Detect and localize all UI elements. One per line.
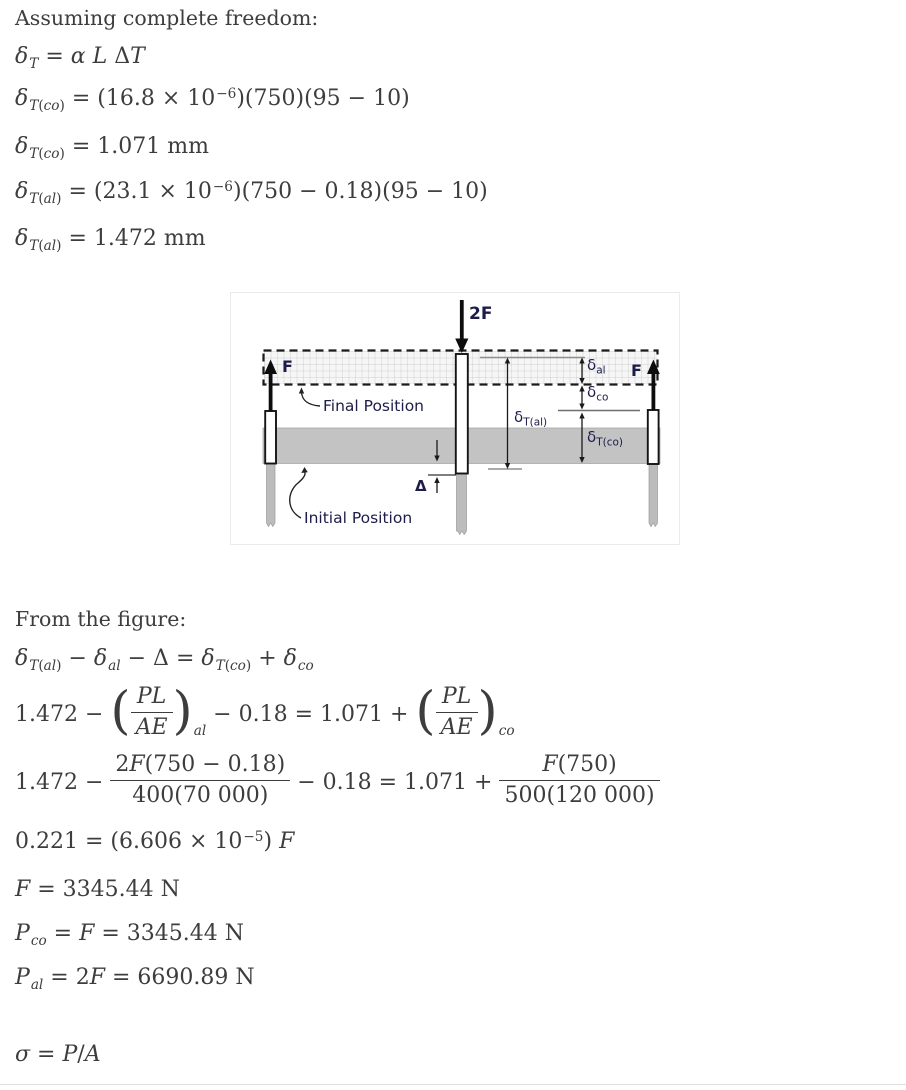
equation-stress-formula: σ = P/A (15, 1042, 101, 1067)
dim-delta-co-head-bottom (579, 404, 584, 410)
final-position-leader-head (299, 388, 304, 394)
initial-position-label: Initial Position (304, 509, 413, 527)
dim-delta-t-al-base: δ (514, 408, 524, 426)
force-f-left-head (264, 360, 277, 375)
right-post (649, 463, 658, 527)
initial-position-leader-path (290, 472, 305, 519)
dim-delta-t-co-sub: T(co) (596, 436, 623, 449)
dim-delta-t-al-head-top (505, 358, 510, 364)
delta-up-arrow-head (434, 477, 439, 483)
dim-delta-co-head-top (579, 386, 584, 392)
final-position-leader-path (302, 392, 321, 406)
dim-delta-co (579, 386, 584, 410)
equation-deltaT-al-calc: $\delta_{T(al)} = (23.1 \times 10^{-6})(750 - 0.18)(95 - 10)$ (15, 178, 488, 208)
dim-delta-al-head-bottom (579, 378, 584, 384)
equation-force-result: F = 3345.44 N (15, 877, 180, 902)
dim-delta-t-al-sub: T(al) (523, 416, 548, 429)
dim-delta-co-sub: co (596, 391, 609, 404)
force-f-right-label: F (631, 361, 642, 380)
left-rod (265, 411, 276, 464)
dim-delta-t-co-head-top (579, 413, 584, 419)
dim-delta-co-label (587, 383, 608, 404)
deformation-figure (230, 292, 680, 545)
force-f-left-label: F (282, 357, 293, 376)
equation-simplified: $0.221 = (6.606 \times 10^{-5})$ F (15, 828, 295, 854)
equation-deltaT-co-calc: $\delta_{T(co)} = (16.8 \times 10^{-6})(750)(95 - 10)$ (15, 85, 410, 115)
equation-p-al-result: $P_{al} = 2F = 6690.89$ N (15, 965, 255, 994)
equation-deltaT-al-result: $\delta_{T(al)} = 1.472$ mm (15, 226, 206, 255)
left-post (267, 463, 276, 527)
initial-position-leader-head (301, 467, 308, 473)
force-2f-label: 2F (469, 304, 493, 324)
dim-delta-al-label (587, 356, 606, 377)
equation-deltaT-co-result: $\delta_{T(co)} = 1.071$ mm (15, 134, 209, 163)
center-post (457, 473, 467, 535)
dim-delta-al-sub: al (596, 364, 606, 377)
dim-delta-al (579, 358, 584, 385)
delta-gap-label: Δ (415, 477, 427, 495)
dim-delta-al-head-top (579, 358, 584, 364)
equation-p-co-result: $P_{co} = F = 3345.44$ N (15, 921, 244, 950)
dim-delta-t-al-head-bottom (505, 463, 510, 469)
intro-heading: Assuming complete freedom: (15, 6, 319, 30)
equation-compat-numeric: 1.472 − $\frac{2F(750 - 0.18)}{400(70 000)}$ − 0.18 = 1.071 + $\frac{F(750)}{500(120 000)}$ (15, 751, 660, 815)
dim-delta-co-base: δ (587, 383, 597, 401)
equation-compatibility: $\delta_{T(al)} - \delta_{al} - \Delta = \delta_{T(co)} + \delta_{co}$ (15, 646, 314, 675)
equation-compat-symbolic: 1.472 − ( $\frac{PL}{AE}$ )$_{al} - 0.18 = 1.071$ + ( $\frac{PL}{AE}$ )$_{co}$ (15, 681, 515, 742)
page-divider (0, 1084, 906, 1085)
dim-delta-t-co-base: δ (587, 428, 597, 446)
dim-delta-t-al-label (514, 408, 547, 429)
final-position-leader (299, 388, 320, 407)
from-figure-heading: From the figure: (15, 607, 187, 631)
equation-thermal-formula: $\delta_T = \alpha$ L ΔT (15, 44, 145, 73)
center-rod (456, 354, 468, 474)
right-rod (648, 410, 659, 464)
force-2f-arrow (455, 300, 468, 353)
dim-delta-al-base: δ (587, 356, 597, 374)
final-position-label: Final Position (323, 397, 424, 415)
